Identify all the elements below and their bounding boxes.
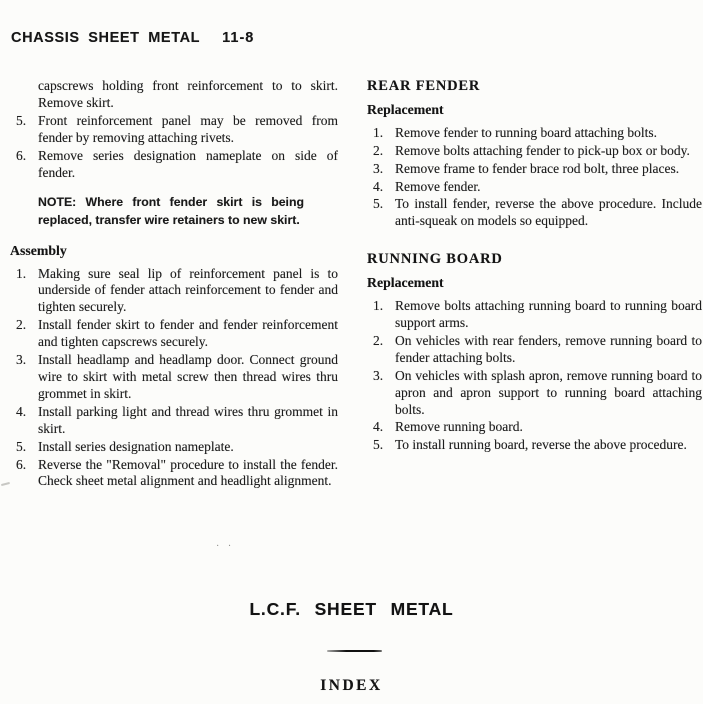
scan-artifact: [1, 482, 10, 486]
step-number: 4.: [373, 419, 384, 435]
procedure-step: [10, 317, 338, 351]
step-text: Install fender skirt to fender and fender reinforcement and tighten capscrews securely.: [38, 317, 338, 350]
rear-fender-replacement-heading: Replacement: [367, 101, 444, 117]
step-number: 6.: [16, 456, 27, 472]
step-text: Remove bolts attaching fender to pick-up box or body.: [395, 142, 690, 158]
step-text: On vehicles with splash apron, remove running board to apron and apron support to running board attaching bolts.: [395, 367, 702, 417]
running-board-replacement-heading: Replacement: [367, 275, 444, 291]
running-board-steps: [367, 298, 702, 454]
step-text: Remove fender to running board attaching bolts.: [395, 124, 658, 140]
step-number: 4.: [16, 403, 27, 419]
step-text: Remove frame to fender brace rod bolt, three places.: [395, 160, 680, 176]
procedure-step: [10, 148, 338, 182]
step-number: 4.: [373, 178, 384, 194]
step-number: 3.: [373, 367, 384, 383]
chapter-title: CHASSIS SHEET METAL: [11, 30, 201, 46]
procedure-step: [10, 266, 338, 317]
left-column: [10, 78, 338, 490]
running-board-heading: RUNNING BOARD: [367, 251, 503, 268]
step-text: To install running board, reverse the above procedure.: [395, 437, 687, 453]
assembly-heading: Assembly: [10, 242, 67, 258]
step-text: Remove bolts attaching running board to running board support arms.: [395, 298, 702, 330]
note-block: NOTE: Where front fender skirt is being replaced, transfer wire retainers to new skirt.: [38, 195, 304, 228]
procedure-step: [367, 125, 702, 142]
procedure-step: [10, 404, 338, 438]
procedure-step: [10, 439, 338, 456]
procedure-step: [367, 179, 702, 196]
procedure-step: [10, 457, 338, 491]
step-text: Making sure seal lip of reinforcement panel is to underside of fender attach reinforcement to fender and tighten securely.: [38, 265, 338, 315]
procedure-step: [367, 333, 702, 367]
step-number: 6.: [16, 147, 27, 163]
step-number: 5.: [16, 438, 27, 454]
scan-artifact: · ·: [216, 541, 235, 552]
page-header: [11, 30, 254, 46]
step-number: 3.: [373, 160, 384, 176]
procedure-step: [367, 143, 702, 160]
step-number: 2.: [16, 317, 27, 333]
front-fender-removal-steps: [10, 113, 338, 182]
step-number: 5.: [373, 437, 384, 453]
page-number: 11-8: [222, 30, 255, 46]
procedure-step: [367, 161, 702, 178]
section-title: L.C.F. SHEET METAL: [249, 599, 454, 619]
procedure-step: [367, 419, 702, 436]
step-text: Front reinforcement panel may be removed from fender by removing attaching rivets.: [38, 112, 338, 145]
step-text: Install headlamp and headlamp door. Connect ground wire to skirt with metal screw then thread wires thru grommet in skirt.: [38, 352, 338, 401]
divider-rule: [327, 650, 382, 652]
step-text: On vehicles with rear fenders, remove running board to fender attaching bolts.: [395, 332, 702, 365]
step-text: Remove series designation nameplate on side of fender.: [38, 147, 338, 180]
procedure-step: [10, 113, 338, 147]
rear-fender-heading: REAR FENDER: [367, 78, 481, 94]
procedure-step: [367, 196, 702, 230]
rear-fender-steps: [367, 125, 702, 230]
step-number: 2.: [373, 142, 384, 158]
step-number: 1.: [373, 124, 384, 140]
step-number: 3.: [16, 352, 27, 368]
step-text: To install fender, reverse the above procedure. Include anti-squeak on models so equipped.: [395, 196, 702, 229]
procedure-step: [367, 437, 702, 454]
step-number: 5.: [16, 112, 27, 128]
step-number: 5.: [373, 196, 384, 212]
procedure-step: [367, 298, 702, 332]
step-text: Install parking light and thread wires thru grommet in skirt.: [38, 403, 338, 436]
step-number: 1.: [16, 265, 27, 281]
assembly-steps: [10, 266, 338, 491]
procedure-step: [367, 368, 702, 419]
step-text: Remove fender.: [395, 178, 481, 194]
two-column-text: [10, 78, 702, 490]
step-text: Remove running board.: [395, 419, 523, 435]
step-number: 1.: [373, 298, 384, 314]
index-heading: INDEX: [320, 677, 383, 694]
procedure-step: [10, 352, 338, 403]
step-text: Reverse the "Removal" procedure to install the fender. Check sheet metal alignment and headlight alignment.: [38, 456, 338, 489]
continued-paragraph: capscrews holding front reinforcement to to skirt. Remove skirt.: [38, 78, 338, 110]
step-number: 2.: [373, 332, 384, 348]
step-text: Install series designation nameplate.: [38, 438, 234, 454]
right-column: [367, 78, 702, 490]
